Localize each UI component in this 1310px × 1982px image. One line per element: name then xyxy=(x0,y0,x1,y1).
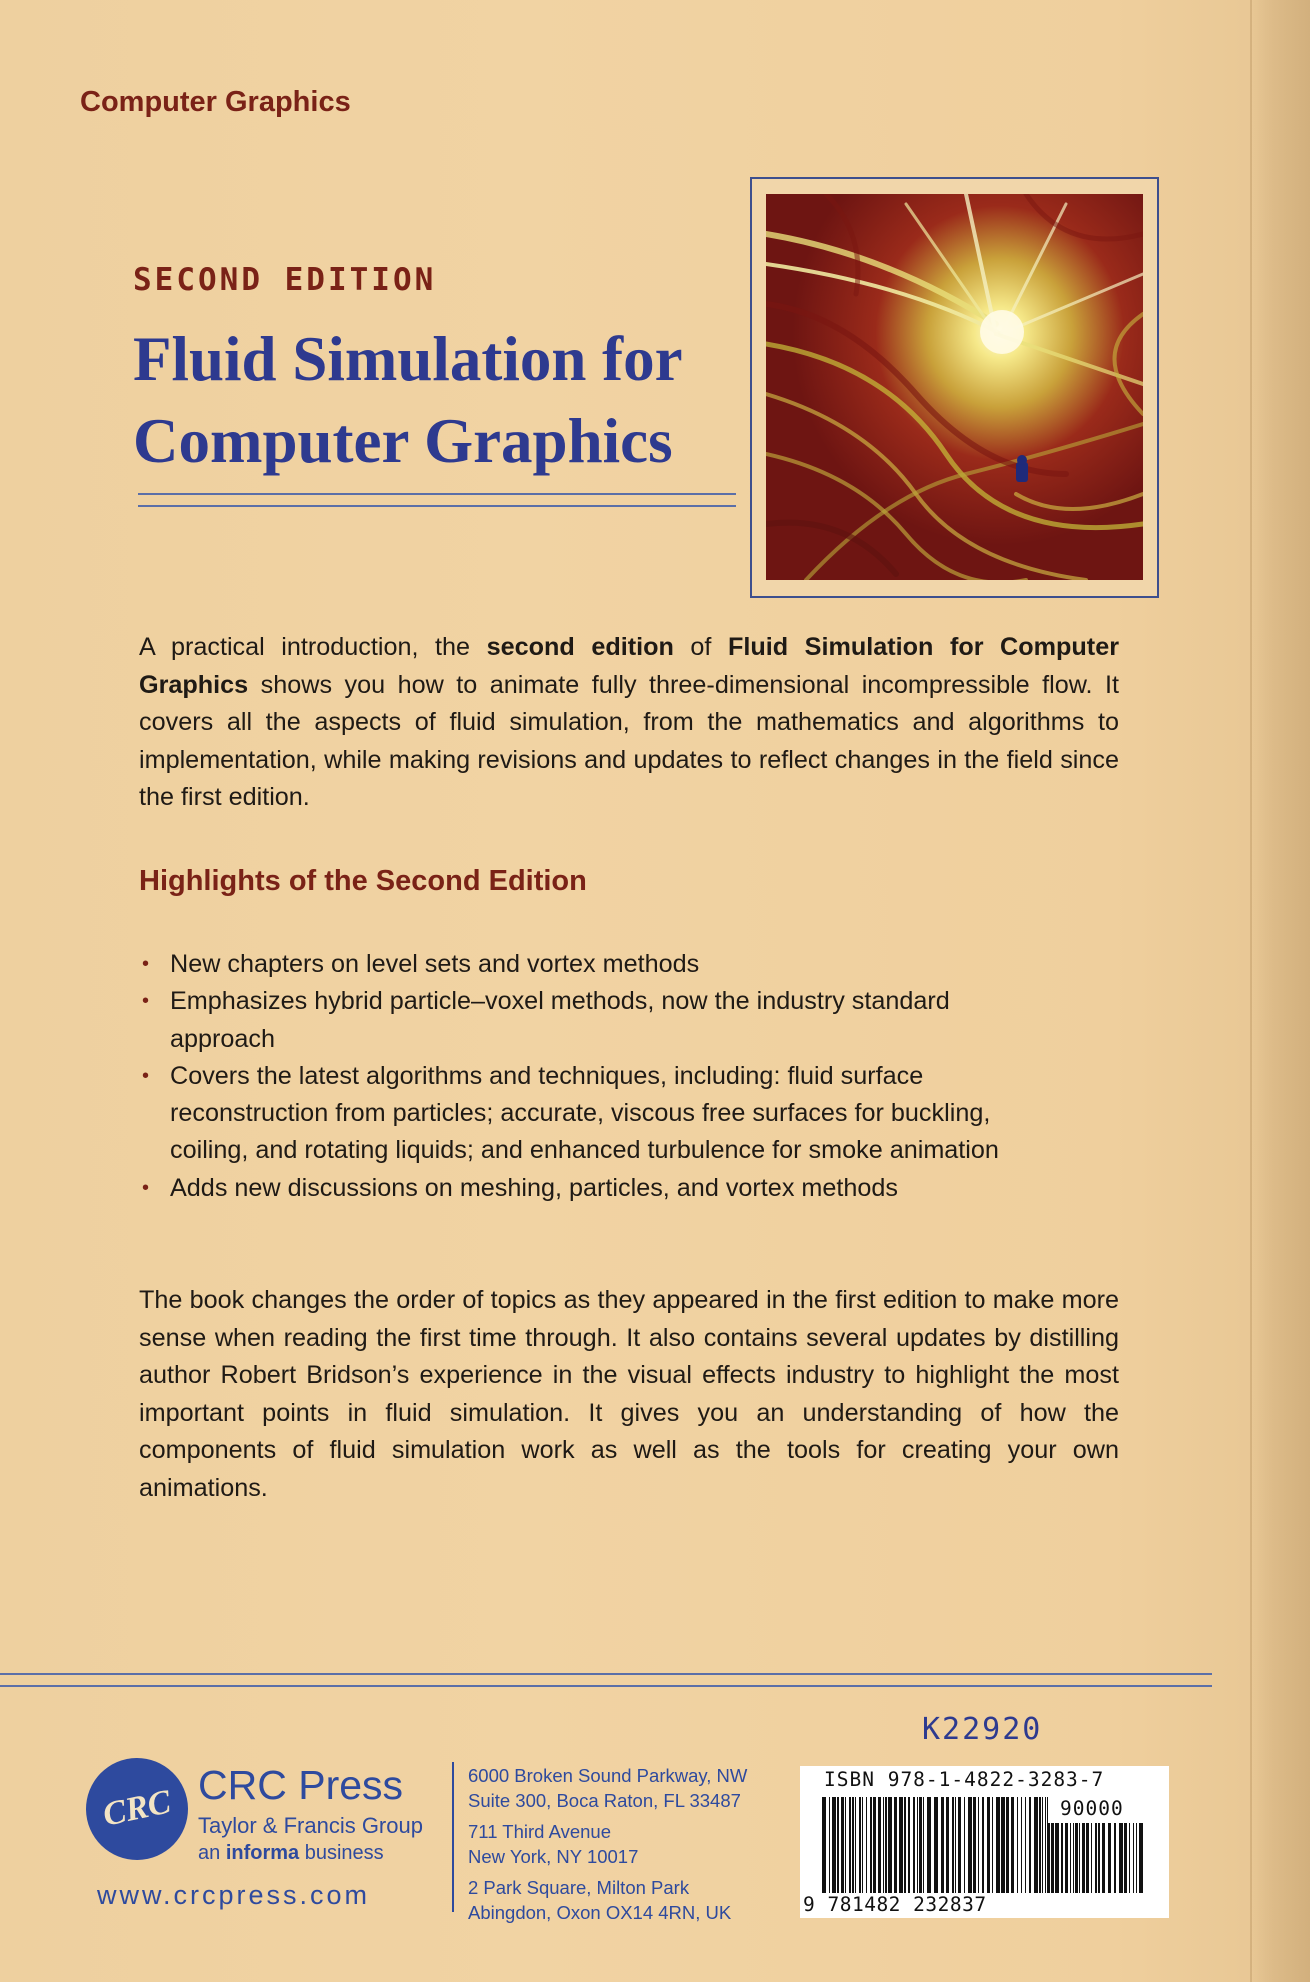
barcode-bar xyxy=(992,1797,993,1893)
title-rule-bottom xyxy=(138,505,736,507)
cover-artwork xyxy=(766,194,1143,580)
barcode-bar xyxy=(1139,1823,1143,1893)
barcode-bars xyxy=(822,1797,1048,1893)
highlights-heading: Highlights of the Second Edition xyxy=(139,865,587,897)
title-line-1: Fluid Simulation for xyxy=(133,324,683,394)
barcode-bar xyxy=(1075,1823,1078,1893)
barcode-bar xyxy=(908,1797,910,1893)
barcode-bar xyxy=(941,1797,944,1893)
barcode-bar xyxy=(996,1797,1000,1893)
title-line-2: Computer Graphics xyxy=(133,406,673,476)
intro-bold-edition: second edition xyxy=(486,633,674,661)
tagline-post: business xyxy=(299,1842,384,1864)
barcode-bar xyxy=(883,1797,884,1893)
barcode-bar xyxy=(1048,1823,1050,1893)
barcode-bar xyxy=(1006,1797,1009,1893)
barcode-bar xyxy=(1025,1797,1026,1893)
barcode-bar xyxy=(1065,1823,1068,1893)
barcode-bar xyxy=(1102,1823,1105,1893)
tagline-informa: informa xyxy=(225,1842,300,1864)
barcode-bar xyxy=(878,1797,881,1893)
barcode-bar xyxy=(845,1797,846,1893)
barcode-bar xyxy=(873,1797,876,1893)
barcode-bar xyxy=(885,1797,887,1893)
footer-rule-bottom xyxy=(0,1685,1212,1687)
barcode-bar xyxy=(913,1797,915,1893)
price-barcode-bars xyxy=(1048,1823,1148,1893)
barcode-bar xyxy=(1034,1797,1038,1893)
barcode-bar xyxy=(859,1797,861,1893)
book-title xyxy=(133,318,753,482)
publisher-website: www.crcpress.com xyxy=(97,1880,371,1910)
list-item: • New chapters on level sets and vortex methods xyxy=(139,946,1039,983)
barcode-bar xyxy=(894,1797,897,1893)
barcode-bar xyxy=(866,1797,867,1893)
highlights-list xyxy=(139,946,1039,1207)
barcode-bar xyxy=(919,1797,922,1893)
barcode-bar xyxy=(1124,1823,1127,1893)
spine-shadow xyxy=(1250,0,1310,1982)
barcode-bar xyxy=(917,1797,918,1893)
publisher-addresses xyxy=(468,1764,747,1925)
barcode-bar xyxy=(1082,1823,1085,1893)
barcode-bar xyxy=(1029,1797,1031,1893)
barcode-bar xyxy=(1091,1823,1092,1893)
barcode-bar xyxy=(1017,1797,1018,1893)
barcode-bar xyxy=(1095,1823,1097,1893)
barcode-bar xyxy=(822,1797,826,1893)
barcode-bar xyxy=(1119,1823,1123,1893)
isbn-label: ISBN 978-1-4822-3283-7 xyxy=(824,1768,1105,1791)
barcode-bar xyxy=(968,1797,972,1893)
barcode-bar xyxy=(1001,1797,1005,1893)
barcode-bar xyxy=(1073,1823,1074,1893)
barcode-bar xyxy=(1079,1823,1080,1893)
barcode-bar xyxy=(987,1797,990,1893)
list-item: • Covers the latest algorithms and techniques, including: fluid surface reconstruction from particles; accurate, viscous free surfaces for buckling, coiling, and rotating liquids; and enhanced turbulence for smoke animation xyxy=(139,1058,1039,1170)
address-line: Suite 300, Boca Raton, FL 33487 xyxy=(468,1789,741,1811)
barcode-bar xyxy=(964,1797,965,1893)
address-line: New York, NY 10017 xyxy=(468,1845,639,1867)
barcode-bar xyxy=(1133,1823,1134,1893)
barcode-bar xyxy=(888,1797,892,1893)
list-item: • Adds new discussions on meshing, particles, and vortex methods xyxy=(139,1170,1039,1207)
barcode-bar xyxy=(952,1797,954,1893)
address-divider xyxy=(452,1762,454,1912)
barcode-bar xyxy=(1021,1797,1022,1893)
barcode-bar xyxy=(855,1797,856,1893)
barcode-bar xyxy=(862,1797,863,1893)
tagline-pre: an xyxy=(198,1842,226,1864)
publisher-group: Taylor & Francis Group xyxy=(198,1813,423,1838)
intro-text-1: A practical introduction, the xyxy=(139,633,487,661)
barcode-bar xyxy=(1086,1823,1089,1893)
footer-rule-top xyxy=(0,1673,1212,1675)
barcode-bar xyxy=(849,1797,851,1893)
barcode-bar xyxy=(927,1797,931,1893)
crc-logo: CRC xyxy=(77,1749,198,1870)
address-line: 2 Park Square, Milton Park xyxy=(468,1877,690,1898)
barcode-bar xyxy=(946,1797,949,1893)
barcode-bar xyxy=(1055,1823,1059,1893)
catalog-code: K22920 xyxy=(922,1712,1043,1747)
barcode-bar xyxy=(973,1797,976,1893)
address-line: 711 Third Avenue xyxy=(468,1821,611,1842)
price-code: 90000 xyxy=(1060,1797,1124,1820)
barcode-bar xyxy=(829,1797,830,1893)
barcode-bar xyxy=(1136,1823,1137,1893)
barcode-bar xyxy=(934,1797,938,1893)
intro-text-3: shows you how to animate fully three-dimensional incompressible flow. It covers all the aspects of fluid simulation, from the mathematics and algorithms to implementation, while making revisions and updates to reflect changes in the field since the first edition. xyxy=(139,670,1119,811)
barcode-bar xyxy=(1108,1823,1111,1893)
intro-text-2: of xyxy=(673,633,728,661)
barcode-bar xyxy=(982,1797,984,1893)
barcode-bar xyxy=(1061,1823,1063,1893)
spine-crease xyxy=(1250,0,1252,1982)
list-item: • Emphasizes hybrid particle–voxel methods, now the industry standard approach xyxy=(139,983,1039,1058)
barcode-bar xyxy=(955,1797,956,1893)
barcode-bar xyxy=(958,1797,961,1893)
barcode-bar xyxy=(978,1797,979,1893)
barcode-bar xyxy=(1011,1797,1014,1893)
barcode-bar xyxy=(870,1797,872,1893)
publisher-name: CRC Press xyxy=(198,1762,404,1808)
barcode-bar xyxy=(852,1797,854,1893)
intro-paragraph xyxy=(139,629,1119,817)
barcode-bar xyxy=(1045,1797,1046,1893)
address-line: 6000 Broken Sound Parkway, NW xyxy=(468,1765,748,1786)
barcode-bar xyxy=(1129,1823,1130,1893)
barcode-bar xyxy=(1042,1797,1043,1893)
category-label: Computer Graphics xyxy=(80,86,351,118)
publisher-tagline xyxy=(198,1842,384,1865)
barcode-bar xyxy=(904,1797,906,1893)
barcode-bar xyxy=(1098,1823,1100,1893)
barcode-bar xyxy=(1051,1823,1054,1893)
address-line: Abingdon, Oxon OX14 4RN, UK xyxy=(468,1901,732,1923)
title-rule-top xyxy=(138,493,736,495)
barcode-digits: 9 781482 232837 xyxy=(803,1893,987,1916)
barcode-bar xyxy=(899,1797,903,1893)
barcode-bar xyxy=(1070,1823,1071,1893)
barcode-bar xyxy=(1114,1823,1116,1893)
barcode-bar xyxy=(841,1797,844,1893)
barcode-bar xyxy=(837,1797,839,1893)
closing-paragraph: The book changes the order of topics as they appeared in the first edition to make more sense when reading the first time through. It also contains several updates by distilling author Robert Bridson’s experience in the visual effects industry to highlight the most important points in fluid simulation. It gives you an understanding of how the components of fluid simulation work as well as the tools for creating your own animations. xyxy=(139,1286,1119,1502)
barcode-bar xyxy=(1039,1797,1041,1893)
edition-label: SECOND EDITION xyxy=(133,262,437,298)
barcode-bar xyxy=(832,1797,836,1893)
barcode-bar xyxy=(923,1797,924,1893)
intro-bold-title: Fluid Simulation for Computer Graphics xyxy=(139,633,1119,699)
